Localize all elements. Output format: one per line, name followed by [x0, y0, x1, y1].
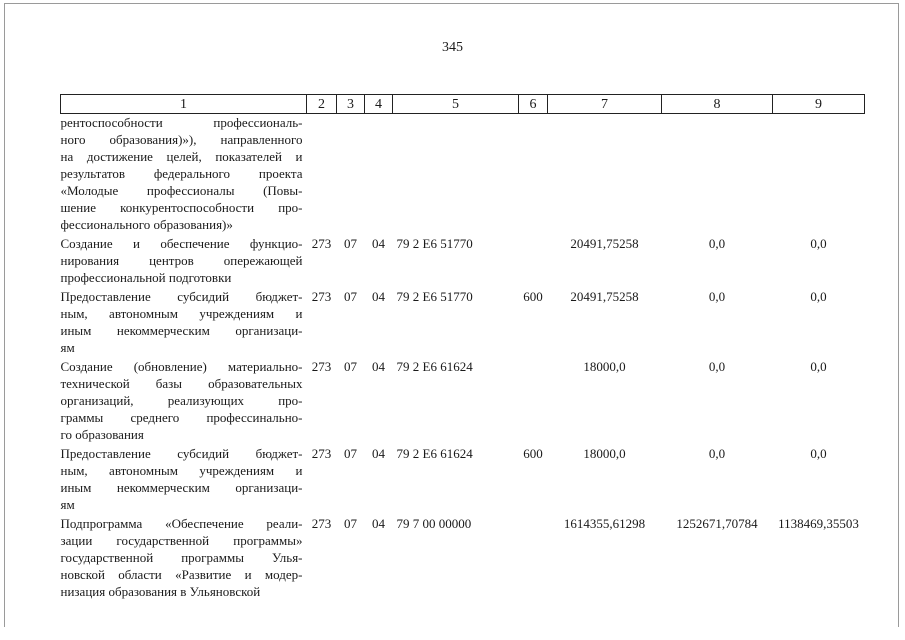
column-header-2: 2: [307, 95, 337, 114]
subsection-code-cell: [365, 114, 393, 236]
amount-year2-cell: 1252671,70784: [676, 516, 758, 531]
chapter-code-cell: 273: [311, 516, 332, 531]
amount-year3-cell: [773, 114, 865, 236]
expense-type-cell: [519, 235, 548, 288]
section-code-cell: 07: [344, 446, 357, 461]
table-row: [61, 288, 865, 358]
amount-year2-cell: [662, 114, 773, 236]
section-code-cell: 07: [344, 289, 357, 304]
row-name-line: на достижение целей, показателей и: [60, 149, 303, 164]
amount-year2-cell: 0,0: [708, 236, 726, 251]
amount-year1-cell: 20491,75258: [570, 236, 639, 251]
row-name-line: иным некоммерческим организаци-: [60, 323, 303, 338]
table-row: [61, 515, 865, 602]
row-name-line: ным, автономным учреждениям и: [60, 306, 303, 321]
table-body: [61, 114, 865, 603]
subsection-code-cell: 04: [372, 236, 385, 251]
row-name-line: Предоставление субсидий бюджет-: [60, 289, 303, 304]
row-name-line: профессиональной подготовки: [60, 270, 232, 285]
subsection-code-cell: 04: [372, 516, 385, 531]
subsection-code-cell: 04: [372, 359, 385, 374]
row-name-line: го образования: [60, 427, 144, 442]
amount-year2-cell: 0,0: [708, 446, 726, 461]
row-name-line: низация образования в Ульяновской: [60, 584, 261, 599]
column-header-1: 1: [61, 95, 307, 114]
row-name-cell: [61, 235, 307, 288]
column-header-3: 3: [337, 95, 365, 114]
chapter-code-cell: 273: [311, 289, 332, 304]
amount-year1-cell: 20491,75258: [570, 289, 639, 304]
amount-year1-cell: 18000,0: [583, 359, 626, 374]
row-name-line: Создание и обеспечение функцио-: [60, 236, 303, 251]
section-code-cell: 07: [344, 359, 357, 374]
expense-type-cell: 600: [523, 446, 543, 461]
row-name-line: ям: [60, 340, 75, 355]
amount-year2-cell: 0,0: [708, 289, 726, 304]
row-name-cell: [61, 515, 307, 602]
section-code-cell: 07: [344, 516, 357, 531]
amount-year3-cell: 0,0: [810, 289, 827, 304]
amount-year1-cell: 18000,0: [583, 446, 626, 461]
row-name-cell: [61, 358, 307, 445]
amount-year2-cell: 0,0: [708, 359, 726, 374]
row-name-line: ного образования)»), направленного: [60, 132, 303, 147]
table-row: [61, 445, 865, 515]
amount-year3-cell: 1138469,35503: [778, 516, 859, 531]
column-header-6: 6: [519, 95, 548, 114]
expense-type-cell: [519, 358, 548, 445]
column-header-4: 4: [365, 95, 393, 114]
amount-year3-cell: 0,0: [810, 446, 827, 461]
section-code-cell: 07: [344, 236, 357, 251]
table-row: [61, 235, 865, 288]
section-code-cell: [337, 114, 365, 236]
header-row: [61, 95, 865, 114]
expense-type-cell: [519, 114, 548, 236]
column-header-5: 5: [393, 95, 519, 114]
row-name-line: фессионального образования)»: [60, 217, 233, 232]
row-name-line: иным некоммерческим организаци-: [60, 480, 303, 495]
row-name-line: «Молодые профессионалы (Повы-: [60, 183, 303, 198]
target-item-code-cell: 79 2 E6 61624: [396, 446, 473, 461]
table-header: [61, 95, 865, 114]
target-item-code-cell: 79 2 E6 51770: [396, 289, 473, 304]
row-name-line: рентоспособности профессиональ-: [60, 115, 303, 130]
chapter-code-cell: 273: [311, 359, 332, 374]
row-name-line: ям: [60, 497, 75, 512]
amount-year3-cell: 0,0: [810, 236, 827, 251]
amount-year3-cell: 0,0: [810, 359, 827, 374]
row-name-cell: [61, 445, 307, 515]
row-name-line: граммы среднего профессинально-: [60, 410, 303, 425]
chapter-code-cell: 273: [311, 446, 332, 461]
row-name-line: шение конкурентоспособности про-: [60, 200, 303, 215]
row-name-line: Подпрограмма «Обеспечение реали-: [60, 516, 303, 531]
expense-type-cell: 600: [523, 289, 543, 304]
amount-year1-cell: [548, 114, 662, 236]
table-row: [61, 114, 865, 236]
budget-table: [60, 94, 865, 602]
chapter-code-cell: [307, 114, 337, 236]
row-name-line: новской области «Развитие и модер-: [60, 567, 303, 582]
chapter-code-cell: 273: [311, 236, 332, 251]
subsection-code-cell: 04: [372, 446, 385, 461]
row-name-line: зации государственной программы»: [60, 533, 303, 548]
row-name-line: организаций, реализующих про-: [60, 393, 303, 408]
target-item-code-cell: 79 7 00 00000: [396, 516, 472, 531]
subsection-code-cell: 04: [372, 289, 385, 304]
expense-type-cell: [519, 515, 548, 602]
target-item-code-cell: [393, 114, 519, 236]
row-name-line: государственной программы Улья-: [60, 550, 303, 565]
column-header-9: 9: [773, 95, 865, 114]
row-name-line: ным, автономным учреждениям и: [60, 463, 303, 478]
row-name-cell: [61, 114, 307, 236]
row-name-line: Создание (обновление) материально-: [60, 359, 303, 374]
row-name-line: технической базы образовательных: [60, 376, 303, 391]
column-header-8: 8: [662, 95, 773, 114]
table-row: [61, 358, 865, 445]
row-name-cell: [61, 288, 307, 358]
row-name-line: нирования центров опережающей: [60, 253, 303, 268]
column-header-7: 7: [548, 95, 662, 114]
row-name-line: результатов федерального проекта: [60, 166, 303, 181]
amount-year1-cell: 1614355,61298: [563, 516, 646, 531]
target-item-code-cell: 79 2 E6 51770: [396, 236, 473, 251]
target-item-code-cell: 79 2 E6 61624: [396, 359, 473, 374]
page-number: 345: [442, 40, 463, 55]
row-name-line: Предоставление субсидий бюджет-: [60, 446, 303, 461]
